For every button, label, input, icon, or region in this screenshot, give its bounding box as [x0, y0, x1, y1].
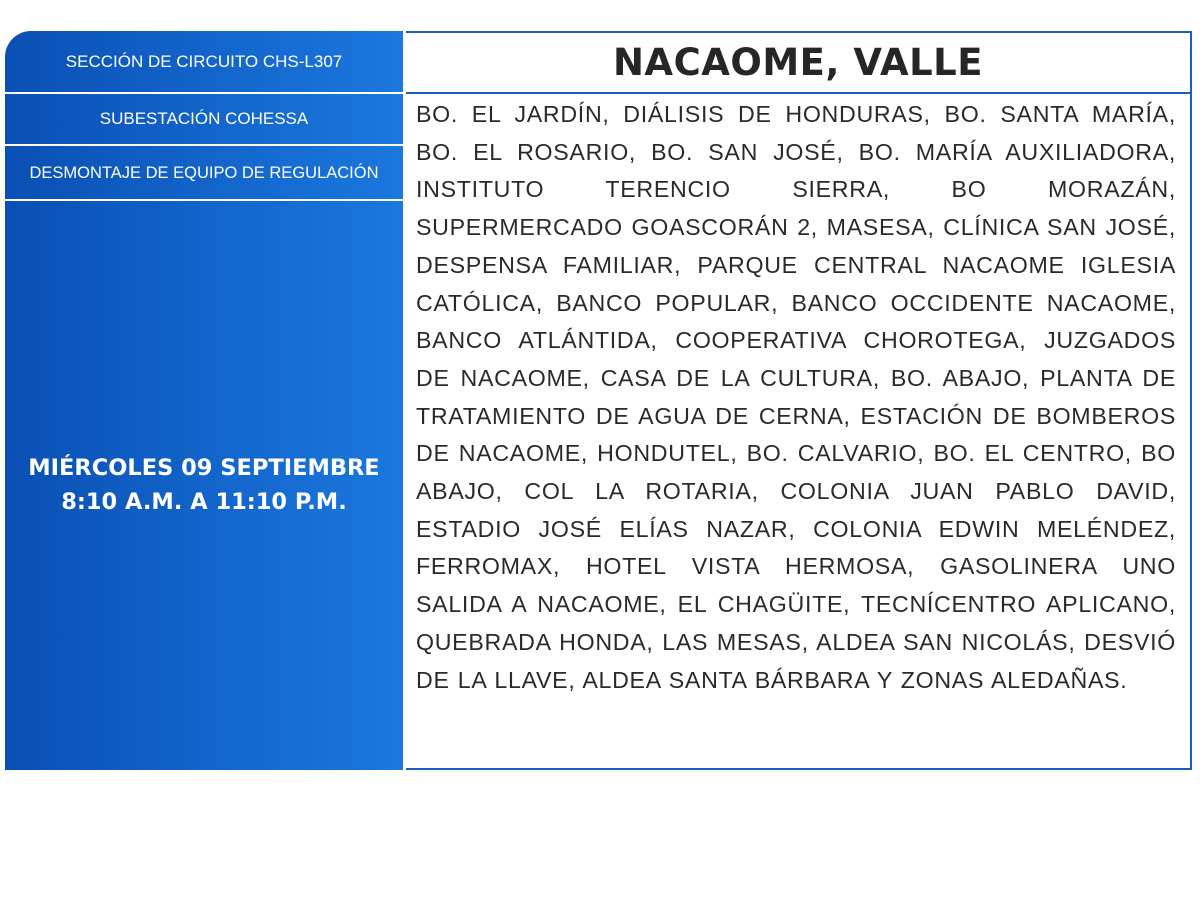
schedule-panel — [5, 31, 403, 770]
affected-areas: BO. EL JARDÍN, DIÁLISIS DE HONDURAS, BO. SANTA MARÍA, BO. EL ROSARIO, BO. SAN JOSÉ, BO. MARÍA AUXILIADORA, INSTITUTO TERENCIO SIERRA, BO MORAZÁN, SUPERMERCADO GOASCORÁN 2, MASESA, CLÍNICA SAN JOSÉ, DESPENSA FAMILIAR, PARQUE CENTRAL NACAOME IGLESIA CATÓLICA, BANCO POPULAR, BANCO OCCIDENTE NACAOME, BANCO ATLÁNTIDA, COOPERATIVA CHOROTEGA, JUZGADOS DE NACAOME, CASA DE LA CULTURA, BO. ABAJO, PLANTA DE TRATAMIENTO DE AGUA DE CERNA, ESTACIÓN DE BOMBEROS DE NACAOME, HONDUTEL, BO. CALVARIO, BO. EL CENTRO, BO ABAJO, COL LA ROTARIA, COLONIA JUAN PABLO DAVID, ESTADIO JOSÉ ELÍAS NAZAR, COLONIA EDWIN MELÉNDEZ, FERROMAX, HOTEL VISTA HERMOSA, GASOLINERA UNO SALIDA A NACAOME, EL CHAGÜITE, TECNÍCENTRO APLICANO, QUEBRADA HONDA, LAS MESAS, ALDEA SAN NICOLÁS, DESVIÓ DE LA LLAVE, ALDEA SANTA BÁRBARA Y ZONAS ALEDAÑAS. — [416, 101, 1176, 693]
circuit-section: SECCIÓN DE CIRCUITO CHS-L307 — [5, 31, 403, 94]
outage-time: 8:10 A.M. A 11:10 P.M. — [61, 488, 347, 515]
substation-name: SUBESTACIÓN COHESSA — [5, 94, 403, 146]
location-title: NACAOME, VALLE — [406, 33, 1190, 94]
outage-schedule — [5, 201, 403, 770]
work-description: DESMONTAJE DE EQUIPO DE REGULACIÓN — [5, 146, 403, 201]
outage-notice-card — [5, 31, 1192, 770]
location-panel — [406, 31, 1192, 770]
outage-date: MIÉRCOLES 09 SEPTIEMBRE — [28, 454, 380, 481]
